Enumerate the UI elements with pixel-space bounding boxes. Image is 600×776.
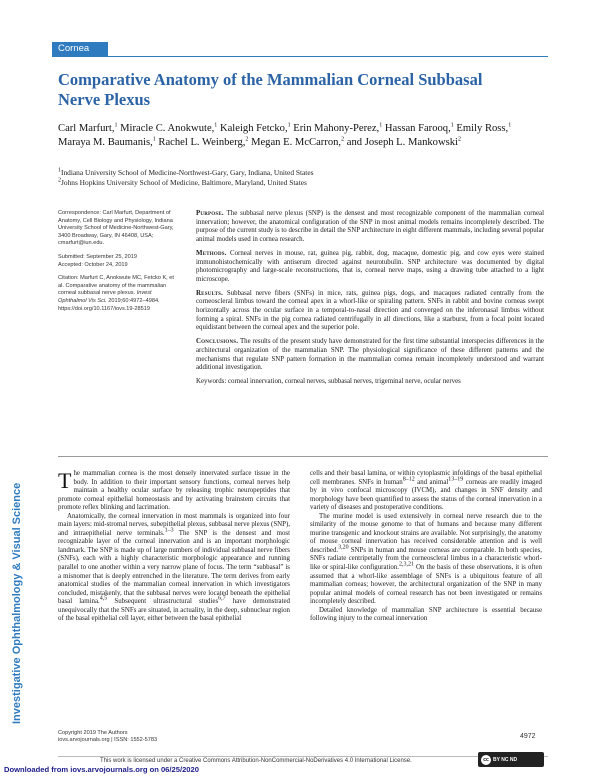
author-name: Megan E. McCarron, [251, 136, 342, 148]
correspondence: Correspondence: Carl Marfurt, Department of Anatomy, Cell Biology and Physiology, Indiana University School of Medicine-Northwest-Gary, 3400 Broadway, Gary, IN 46408, USA; cmarfurt@iun.edu. [58, 210, 174, 247]
author-name: and Joseph L. Mankowski [346, 136, 458, 148]
affiliation-2: $^2$Johns Hopkins University School of Medicine, Baltimore, Maryland, United States [58, 177, 307, 187]
author-name: Miracle C. Anokwute, [120, 123, 215, 134]
abstract [196, 210, 544, 392]
body-column-right [310, 470, 542, 624]
journal-issn: iovs.arvojournals.org | ISSN: 1552-5783 [58, 737, 158, 744]
body-column-left [58, 470, 290, 624]
body-paragraph: The murine model is used extensively in corneal nerve research due to the similarity of the mouse genome to that of humans and because many different murine transgenic and knockout strains are available. Not surprisingly, the anatomy of mouse corneal innervation has received considerable attention and is well described.$^{3,20}$ SNPs in human and mouse corneas are comparable. In both species, SNFs radiate centripetally from the corneoscleral limbus in a characteristic whorl-like or spiral-like configuration.$^{2,3,21}$ On the basis of these observations, it is often assumed that a whorl-like assemblage of SNFs is a ubiquitous feature of all mammalian corneas; however, the architectural organization of the SNP in many popular animal models of corneal research has not been investigated or remains incompletely described. [310, 512, 542, 606]
abstract-purpose: Purpose. The subbasal nerve plexus (SNP) is the densest and most recognizable component of the mammalian corneal innervation; however, the anatomical configuration of the SNP in most animal models remains incompletely described. The purpose of the current study is to describe in detail the SNP architecture in eight different mammals, including several popular animal models used in cornea research. [196, 210, 544, 244]
author-name: Hassan Farooq, [384, 123, 451, 134]
dates [58, 254, 180, 269]
affiliation-1: $^1$Indiana University School of Medicine-Northwest-Gary, Gary, Indiana, United States [58, 167, 314, 177]
cc-license-badge[interactable] [478, 752, 544, 767]
drop-cap: T [58, 468, 72, 493]
cc-icon: cc [481, 755, 491, 765]
keywords: Keywords: corneal innervation, corneal nerves, subbasal nerves, trigeminal nerve, ocular nerves [196, 377, 461, 385]
section-rule [52, 56, 548, 57]
affiliations [58, 168, 538, 188]
submitted-date: Submitted: September 25, 2019 [58, 253, 137, 260]
download-watermark: Downloaded from iovs.arvojournals.org on 06/25/2020 [4, 765, 199, 774]
cc-badge-text: BY NC ND [493, 756, 518, 763]
license-text[interactable]: This work is licensed under a Creative Commons Attribution-NonCommercial-NoDerivatives 4.0 International License. [100, 758, 412, 764]
body-paragraph: cells and their basal lamina, or within cytoplasmic infoldings of the basal epithelial cell membranes. SNFs in human$^{8-12}$ and animal$^{13-19}$ corneas are readily imaged by in vivo confocal microscopy (IVCM), and changes in SNF density and morphology have been quantified to assess the status of the corneal innervation in a variety of diseases and postoperative conditions. [310, 470, 542, 512]
correspondence-email[interactable]: cmarfurt@iun.edu. [58, 240, 105, 247]
body-paragraph: Anatomically, the corneal innervation in most mammals is organized into four main layers: mid-stromal nerves, subepithelial plexus, subbasal nerve plexus (SNP), and intraepithelial nerve terminals.$^{1-3}$ The SNP is the densest and most recognizable layer of the corneal innervation and is an important morphologic landmark. The SNP is made up of large numbers of individual subbasal nerve fibers (SNFs), each with a highly characteristic morphologic appearance and running parallel to one another within a very narrow plane of focus. The term “subbasal” is a misnomer that is deeply entrenched in the literature. The term derives from early anatomical studies of the mammalian corneal innervation in which investigators concluded, mistakenly, that the subbasal nerves were located beneath the epithelial basal lamina.$^{4,5}$ Subsequent ultrastructural studies$^{6,7}$ have demonstrated unequivocally that the SNFs are situated, in actuality, in the deep, subnuclear region of the basal epithelial cell layer, either between the basal epithelial [58, 512, 291, 623]
article-sidebar [58, 210, 180, 319]
article-title: Comparative Anatomy of the Mammalian Corneal Subbasal Nerve Plexus [58, 70, 483, 109]
accepted-date: Accepted: October 24, 2019 [58, 261, 128, 268]
body-paragraph: Detailed knowledge of mammalian SNP architecture is essential because following injury to the corneal innervation [310, 606, 542, 623]
author-name: Kaleigh Fetcko, [219, 123, 288, 134]
citation: Citation: Marfurt C, Anokwute MC, Fetcko K, et al. Comparative anatomy of the mammalian corneal subbasal nerve plexus. Invest Ophthalmol Vis Sci. 2019;60:4972–4984. https://doi.org/10.1167/iovs.19-28519 [58, 275, 174, 312]
copyright: Copyright 2019 The Authors [58, 730, 128, 736]
author-name: Maraya M. Baumanis, [58, 136, 153, 148]
doi-link[interactable]: 2019;60:4972–4984. https://doi.org/10.1167/iovs.19-28519 [58, 297, 160, 312]
section-label: Cornea [52, 42, 108, 56]
footer-info [58, 730, 157, 745]
author-list: Carl Marfurt,$^1$ Miracle C. Anokwute,$^1$ Kaleigh Fetcko,$^1$ Erin Mahony-Perez,$^1$ Hassan Farooq,$^1$ Emily Ross,$^1$ Maraya M. Baumanis,$^1$ Rachel L. Weinberg,$^2$ Megan E. McCarron,$^2$ and Joseph L. Mankowski$^2$ [58, 122, 512, 148]
abstract-results: Results. Subbasal nerve fibers (SNFs) in mice, rats, guinea pigs, dogs, and macaques radiated centrally from the corneoscleral limbus toward the corneal apex in a whorl-like or spiraling pattern. SNFs in rabbit and bovine corneas swept horizontally across the ocular surface in a temporal-to-nasal direction and converged on the inferonasal limbus without forming a spiral. SNFs in the pig cornea radiated centrifugally in all directions, like a starburst, from a focal point located equidistant between the corneal apex and the superior pole. [196, 289, 544, 332]
abstract-divider [58, 456, 548, 457]
journal-name-vertical: Investigative Ophthalmology & Visual Science [11, 482, 23, 724]
body-paragraph: The mammalian cornea is the most densely innervated surface tissue in the body. In addition to their important sensory functions, corneal nerves help maintain a healthy ocular surface by releasing trophic neuropeptides that promote corneal epithelial homeostasis and by activating brainstem circuits that promote reflex blinking and lacrimation. [58, 468, 290, 512]
abstract-methods: Methods. Corneal nerves in mouse, rat, guinea pig, rabbit, dog, macaque, domestic pig, and cow eyes were stained immunohistochemically with antiserum directed against neurotubulin. SNP architecture was documented by digital photomicrography and large-scale reconstructions, that is, corneal nerve maps, using a drawing tube attached to a light microscope. [196, 249, 544, 283]
author-name: Rachel L. Weinberg, [158, 136, 246, 148]
page-number: 4972 [520, 733, 536, 740]
author-name: Emily Ross, [456, 123, 509, 134]
author-name: Carl Marfurt, [58, 123, 115, 134]
abstract-conclusions: Conclusions. The results of the present study have demonstrated for the first time substantial interspecies differences in the architectural organization of the mammalian SNP. The physiological significance of these different patterns and the mechanisms that regulate SNP pattern formation in the mammalian cornea remain incompletely understood and warrant additional investigation. [196, 338, 544, 372]
author-name: Erin Mahony-Perez, [293, 123, 380, 134]
